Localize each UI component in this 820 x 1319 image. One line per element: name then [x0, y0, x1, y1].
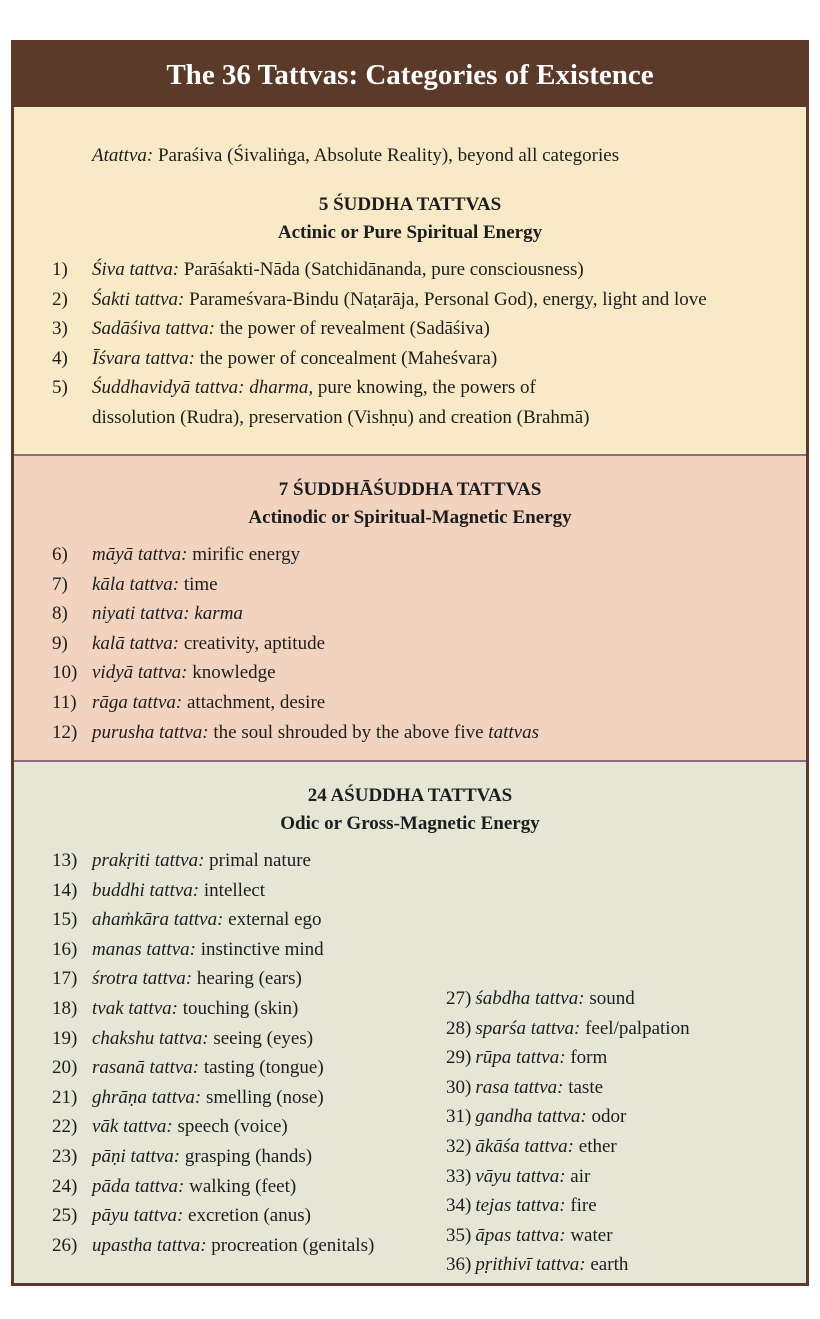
list-item	[446, 1162, 690, 1192]
item-term: rāga tattva:	[92, 691, 183, 713]
item-term: chakshu tattva:	[92, 1027, 209, 1049]
section-subtitle: Actinodic or Spiritual-Magnetic Energy	[248, 507, 572, 528]
item-term: Īśvara tattva:	[92, 347, 195, 369]
list-item	[14, 255, 806, 285]
item-term-karma: karma	[194, 603, 243, 625]
item-text: walking (feet)	[184, 1175, 297, 1197]
tattvas-card	[11, 40, 809, 1286]
item-term: vidyā tattva:	[92, 662, 188, 684]
item-text: the power of revealment (Sadāśiva)	[214, 318, 490, 340]
item-term: tejas tattva:	[475, 1195, 566, 1217]
section-subtitle: Actinic or Pure Spiritual Energy	[277, 222, 543, 243]
item-number: 6)	[52, 544, 68, 565]
list-item	[14, 373, 806, 432]
list-item	[446, 1043, 690, 1073]
list-item	[14, 1142, 374, 1172]
item-term: ahaṁkāra tattva:	[92, 909, 224, 931]
item-number: 29)	[446, 1047, 472, 1069]
list-item	[14, 540, 806, 570]
list-item	[14, 1024, 374, 1054]
item-number: 15)	[52, 909, 78, 931]
item-number: 24)	[52, 1175, 78, 1197]
item-text: primal nature	[204, 850, 311, 871]
atattva-line	[92, 145, 619, 167]
item-text: excretion (anus)	[183, 1205, 311, 1227]
item-text: the soul shrouded by the above five	[208, 721, 489, 743]
item-number: 22)	[52, 1116, 78, 1138]
item-text: intellect	[199, 879, 266, 901]
item-term: kalā tattva:	[92, 632, 180, 654]
item-number: 16)	[52, 938, 78, 960]
list-item	[14, 994, 374, 1024]
item-number: 5)	[52, 377, 68, 399]
item-term: māyā tattva:	[92, 544, 188, 565]
item-term: prakṛiti tattva:	[92, 850, 205, 871]
list-item	[14, 905, 374, 935]
item-term: śabdha tattva:	[475, 988, 585, 1009]
list-item	[446, 1014, 690, 1044]
item-number: 13)	[52, 850, 78, 871]
suddhasuddha-section	[14, 456, 806, 762]
item-text: creativity, aptitude	[179, 632, 326, 654]
item-text: Parameśvara-Bindu (Naṭarāja, Personal God), energy, light and love	[184, 288, 707, 310]
list-item	[14, 285, 806, 315]
list-item	[14, 629, 806, 659]
item-number: 10)	[52, 662, 78, 684]
item-number: 32)	[446, 1135, 472, 1157]
item-text: mirific energy	[187, 544, 301, 565]
item-term-tattvas: tattvas	[488, 721, 539, 743]
atattva-term: Atattva:	[92, 145, 154, 166]
item-text: sound	[584, 988, 635, 1009]
item-text: grasping (hands)	[180, 1145, 313, 1167]
list-item	[14, 964, 374, 994]
item-text: feel/palpation	[580, 1017, 690, 1039]
item-number: 7)	[52, 573, 68, 595]
item-text: ether	[574, 1135, 617, 1157]
item-number: 17)	[52, 968, 78, 990]
item-term: pāyu tattva:	[92, 1205, 184, 1227]
item-number: 4)	[52, 347, 68, 369]
item-number: 12)	[52, 721, 78, 743]
item-number: 34)	[446, 1195, 472, 1217]
item-number: 20)	[52, 1057, 78, 1079]
list-item	[14, 688, 806, 718]
list-item	[14, 599, 806, 629]
item-term: sparśa tattva:	[475, 1017, 581, 1039]
item-text: the power of concealment (Maheśvara)	[194, 347, 498, 369]
item-number: 28)	[446, 1017, 472, 1039]
item-number: 26)	[52, 1234, 78, 1256]
item-number: 36)	[446, 1254, 472, 1276]
section-title: 7 ŚUDDHĀŚUDDHA TATTVAS	[278, 479, 542, 500]
item-term: upastha tattva:	[92, 1234, 207, 1256]
item-number: 31)	[446, 1106, 472, 1128]
list-item	[14, 1201, 374, 1231]
item-number: 35)	[446, 1224, 472, 1246]
item-text: form	[565, 1047, 608, 1069]
item-number: 1)	[52, 259, 68, 280]
list-item	[14, 1112, 374, 1142]
item-number: 18)	[52, 997, 78, 1019]
item-term: niyati tattva:	[92, 603, 190, 625]
list-item	[446, 1250, 690, 1280]
list-item	[14, 570, 806, 600]
item-text: external ego	[223, 909, 322, 931]
item-text: procreation (genitals)	[206, 1234, 375, 1256]
item-term: rasanā tattva:	[92, 1057, 200, 1079]
section-title: 24 AŚUDDHA TATTVAS	[307, 785, 513, 806]
item-text-continued: dissolution (Rudra), preservation (Vishṇu) and creation (Brahmā)	[92, 406, 590, 428]
list-item	[14, 1083, 374, 1113]
item-number: 11)	[52, 691, 77, 713]
list-item	[446, 1073, 690, 1103]
item-number: 23)	[52, 1145, 78, 1167]
item-text: earth	[585, 1254, 629, 1276]
list-item	[446, 1132, 690, 1162]
list-item	[14, 658, 806, 688]
list-item	[14, 876, 374, 906]
section-heading	[14, 762, 806, 838]
item-number: 14)	[52, 879, 78, 901]
item-number: 2)	[52, 288, 68, 310]
list-item	[14, 344, 806, 374]
item-text: taste	[563, 1076, 604, 1098]
list-item	[14, 718, 806, 748]
item-text: air	[565, 1165, 591, 1187]
item-text: hearing (ears)	[192, 968, 302, 990]
item-text: water	[565, 1224, 613, 1246]
item-term: buddhi tattva:	[92, 879, 200, 901]
item-term: tvak tattva:	[92, 997, 178, 1019]
two-column-list	[14, 846, 806, 1276]
section-heading	[14, 107, 806, 247]
item-text: speech (voice)	[172, 1116, 288, 1138]
tattva-list	[14, 540, 806, 747]
item-number: 21)	[52, 1086, 78, 1108]
item-term: ghrāṇa tattva:	[92, 1086, 202, 1108]
item-term-dharma: dharma,	[249, 377, 314, 399]
item-text: Parāśakti-Nāda (Satchidānanda, pure consciousness)	[179, 259, 584, 280]
page-title: The 36 Tattvas: Categories of Existence	[166, 58, 654, 91]
item-term: ākāśa tattva:	[475, 1135, 575, 1157]
suddha-section	[14, 107, 806, 456]
item-term: āpas tattva:	[475, 1224, 566, 1246]
atattva-text: Paraśiva (Śivaliṅga, Absolute Reality), beyond all categories	[153, 145, 620, 166]
item-number: 30)	[446, 1076, 472, 1098]
item-number: 33)	[446, 1165, 472, 1187]
item-number: 25)	[52, 1205, 78, 1227]
item-term: kāla tattva:	[92, 573, 180, 595]
item-number: 27)	[446, 988, 472, 1009]
item-term: pṛithivī tattva:	[475, 1254, 586, 1276]
list-item	[14, 1053, 374, 1083]
item-term: vāk tattva:	[92, 1116, 173, 1138]
list-item	[14, 935, 374, 965]
item-text: knowledge	[187, 662, 276, 684]
item-term: pāda tattva:	[92, 1175, 185, 1197]
item-term: rasa tattva:	[475, 1076, 564, 1098]
list-item	[446, 1102, 690, 1132]
item-text: seeing (eyes)	[208, 1027, 314, 1049]
item-number: 9)	[52, 632, 68, 654]
list-item	[446, 1221, 690, 1251]
list-item	[14, 846, 374, 876]
item-term: rūpa tattva:	[475, 1047, 566, 1069]
list-item	[14, 314, 806, 344]
asuddha-section	[14, 762, 806, 1283]
item-text: instinctive mind	[195, 938, 324, 960]
item-text: tasting (tongue)	[199, 1057, 324, 1079]
right-column	[446, 984, 690, 1280]
item-text: touching (skin)	[178, 997, 299, 1019]
item-term: gandha tattva:	[475, 1106, 587, 1128]
item-text: attachment, desire	[182, 691, 326, 713]
list-item	[446, 1191, 690, 1221]
item-number: 3)	[52, 318, 68, 340]
item-term: purusha tattva:	[92, 721, 209, 743]
list-item	[14, 1172, 374, 1202]
item-number: 8)	[52, 603, 68, 625]
item-text: odor	[586, 1106, 627, 1128]
item-term: Śakti tattva:	[92, 288, 185, 310]
item-term: śrotra tattva:	[92, 968, 193, 990]
item-term: Śiva tattva:	[92, 259, 180, 280]
item-text: time	[179, 573, 218, 595]
section-subtitle: Odic or Gross-Magnetic Energy	[280, 813, 540, 834]
list-item	[14, 1231, 374, 1261]
item-text: pure knowing, the powers of	[313, 377, 536, 399]
list-item	[446, 984, 690, 1014]
left-column	[14, 846, 374, 1260]
item-text: smelling (nose)	[201, 1086, 324, 1108]
item-term: Śuddhavidyā tattva:	[92, 377, 245, 399]
item-term: manas tattva:	[92, 938, 196, 960]
tattva-list	[14, 255, 806, 433]
section-title: 5 ŚUDDHA TATTVAS	[318, 194, 502, 215]
item-term: vāyu tattva:	[475, 1165, 566, 1187]
section-heading	[14, 456, 806, 532]
item-number: 19)	[52, 1027, 78, 1049]
item-term: pāṇi tattva:	[92, 1145, 181, 1167]
item-term: Sadāśiva tattva:	[92, 318, 215, 340]
item-text: fire	[565, 1195, 597, 1217]
